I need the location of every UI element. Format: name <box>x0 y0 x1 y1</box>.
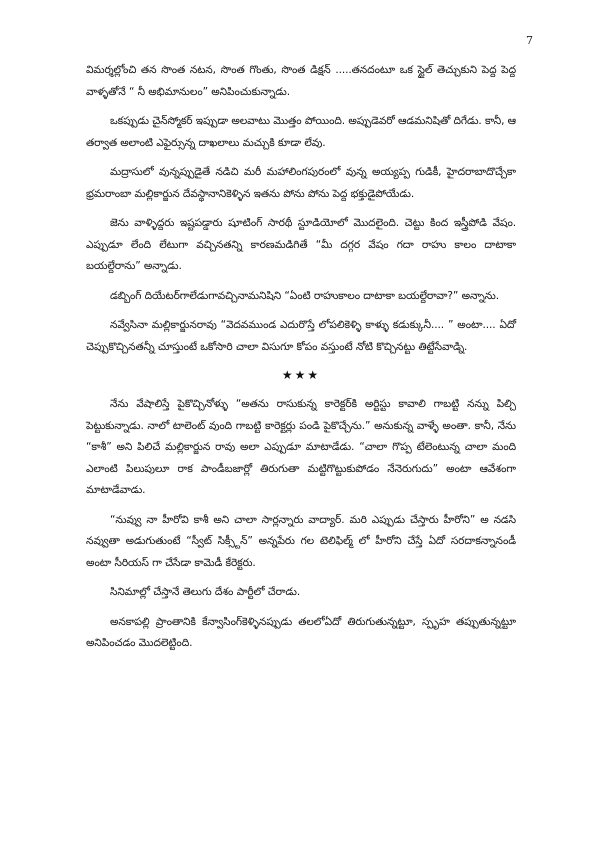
paragraph: విమర్శల్లోంచి తన సొంత నటన, సొంత గొంతు, సొంత డిక్షన్ .....తనదంటూ ఒక స్టైల్ తెచ్చుకుని పెద్ద పెద్ద వాళ్ళతోనే “ నీ అభిమానులం” అనిపించుకున్నాడు. <box>86 64 516 98</box>
paragraph: నవ్వేసినా మల్లికార్జునరావు “వెదవముండ ఎదురొస్తే లోపలికెళ్ళి కాళ్ళు కడుక్కునీ.... ” అంటా.... ఏదో చెప్పుకొచ్చినతన్నీ చూస్తుంటే ఒకోసారి చాలా విసుగూ కోపం వస్తుంటే నోటి కొచ్చినట్టు తిట్టేసేవాడ్ని. <box>86 319 516 353</box>
paragraph: “నువ్వు నా హీరోవి కాశీ అని చాలా సార్లన్నారు వాద్యార్. మరి ఎప్పుడు చేస్తారు హీరోని” అ నడసి నవ్వుతా అడుగుతుంటే “స్వీట్ సిక్స్టీన్” అన్నపేరు గల టెలిఫిల్మ్ లో హీరోని చేస్తే ఏదో సరదాకన్నానండీ అంటా సీరియస్ గా చేసేడా కామెడీ కేరెక్టరు. <box>86 513 516 569</box>
paragraph: సినిమాల్లో చేస్తానే తెలుగు దేశం పార్టీలో చేరాడు. <box>110 586 301 598</box>
paragraph: డబ్బింగ్ దియేటర్‌గాలేడుగావచ్చినామనిషిని “ఏంటి రాహుకాలం దాటాకా బయల్దేరావా?” అన్నాను. <box>110 289 500 302</box>
paragraph: జెను వాళ్ళిద్దరు ఇష్టపడ్డారు షూటింగ్ సారథీ స్టూడియోలో మొదలైంది. చెట్టు కింద ఇస్త్రీపోడి వేషం. ఎప్పుడూ లేంది లేటుగా వచ్చినతన్ని కారణమడిగితే “మీ దగ్గర వేషం గదా రాహు కాలం దాటాకా బయల్దేరాను” అన్నాడు. <box>86 217 516 272</box>
section-separator: ★★★ <box>281 368 321 382</box>
page-number: 7 <box>526 34 533 47</box>
page-body <box>86 60 516 663</box>
paragraph: మద్రాసులో వున్నప్పుడైతే నడిచి మరీ మహాలింగపురంలో వున్న అయ్యప్ప గుడికీ, హైదరాబాదొచ్చేకా భ్రమరాంబా మల్లికార్జున దేవస్థానానికెళ్ళిన ఇతను పోను పోను పెద్ద భక్తుడైపోయేడు. <box>86 166 516 200</box>
paragraph: ఒకప్పుడు చైన్‌స్మోకర్ ఇప్పుడా అలవాటు మొత్తం పోయింది. అప్పుడెవరో ఆడమనిషితో దిగేడు. కానీ, ఆ తర్వాత అలాంటి ఎఫైర్సున్న దాఖలాలు మచ్చుకి కూడా లేవు. <box>86 115 516 149</box>
paragraph: అనకాపల్లి ప్రాంతానికి కేన్వాసింగ్‌కెళ్ళినప్పుడు తలలోఏదో తిరుగుతున్నట్టూ, స్పృహ తప్పుతున్నట్టూ అనిపించడం మొదలెట్టింది. <box>86 615 516 649</box>
paragraph: నేను వేషాలిస్తే పైకొచ్చినోళ్ళు “అతను రాసుకున్న కారెక్టర్‌కి అర్టిస్టు కావాలి గాబట్టి నన్ను పిల్చి పెట్టుకున్నాడు. నాలో టాలెంట్ వుంది గాబట్టి కారెక్టర్లు పండి పైకొచ్చేను.” అనుకున్న వాళ్ళే అంతా. కానీ, నేను “కాశీ” అని పిలిచే మల్లికార్జున రావు అలా ఎప్పుడూ మాటాడేడు. “చాలా గొప్ప టేలెంటున్న చాలా మంది ఎలాంటి పిలుపులూ రాక పాండీబజార్లో తిరుగుతా మట్టిగొట్టుకుపోడం నేనెరుగుదు” అంటా ఆవేశంగా మాటాడేవాడు. <box>86 398 516 496</box>
